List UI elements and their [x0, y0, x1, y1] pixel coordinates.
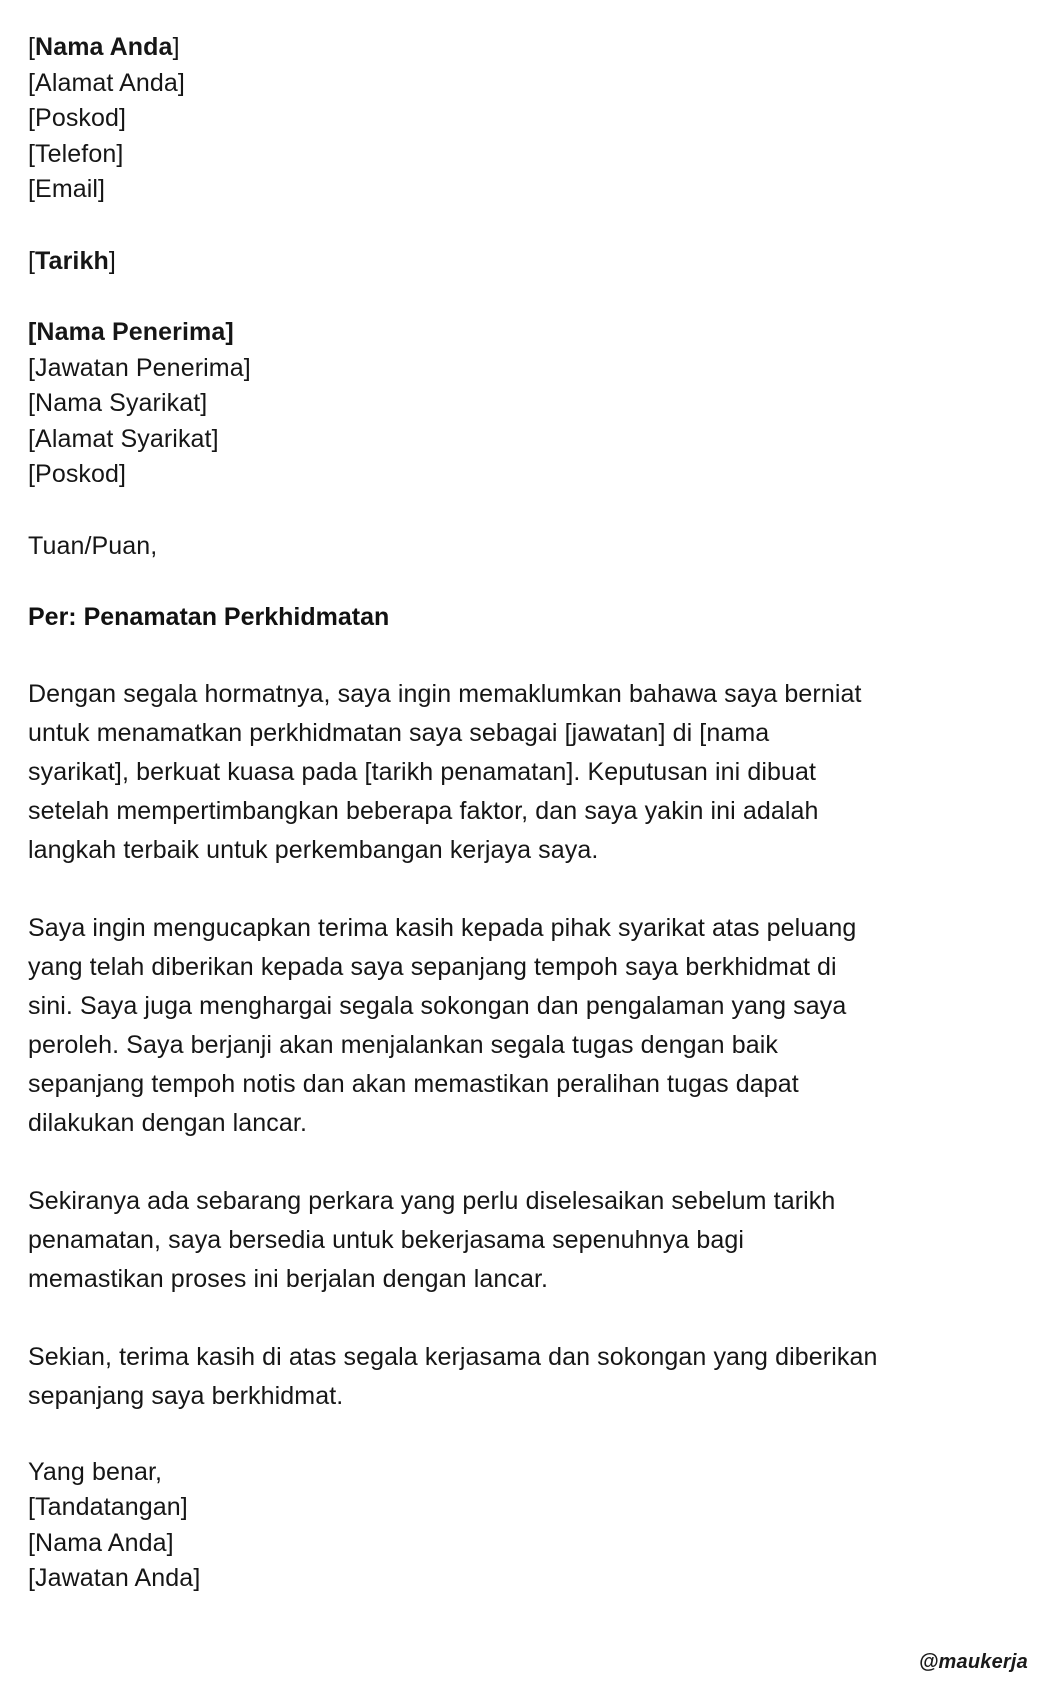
paragraph-1-line-3: syarikat], berkuat kuasa pada [tarikh penamatan]. Keputusan ini dibuat — [28, 757, 817, 786]
closing-position-line: [Jawatan Anda] — [28, 1564, 201, 1592]
paragraph-1-line-4: setelah mempertimbangkan beberapa faktor, dan saya yakin ini adalah — [28, 796, 819, 825]
paragraph-2-line-5: sepanjang tempoh notis dan akan memastikan peralihan tugas dapat — [28, 1069, 799, 1098]
recipient-company-line: [Nama Syarikat] — [28, 389, 208, 417]
paragraph-3 — [28, 1182, 960, 1299]
spacer-after-paragraph-1 — [28, 870, 960, 909]
date-placeholder: Tarikh — [35, 246, 109, 275]
open-bracket: [ — [28, 246, 36, 275]
spacer-after-paragraph-3 — [28, 1299, 960, 1338]
recipient-address-line: [Alamat Syarikat] — [28, 424, 219, 453]
paragraph-2-line-6: dilakukan dengan lancar. — [28, 1108, 307, 1137]
spacer-after-paragraph-2 — [28, 1143, 960, 1182]
sender-block — [28, 30, 960, 208]
valediction: Yang benar, — [28, 1457, 163, 1486]
watermark-maukerja: @maukerja — [918, 1651, 1028, 1673]
paragraph-2 — [28, 909, 960, 1143]
closing-block — [28, 1455, 960, 1597]
closing-name-line: [Nama Anda] — [28, 1528, 174, 1557]
recipient-name-line: [Nama Penerima] — [28, 318, 234, 346]
spacer-after-date-block — [28, 279, 960, 315]
paragraph-4-line-1: Sekian, terima kasih di atas segala kerjasama dan sokongan yang diberikan — [28, 1342, 878, 1371]
paragraph-1-line-1: Dengan segala hormatnya, saya ingin memaklumkan bahawa saya berniat — [28, 679, 862, 708]
close-bracket: ] — [108, 246, 116, 275]
sender-name: Nama Anda — [35, 33, 173, 61]
spacer-after-recipient-block — [28, 493, 960, 529]
spacer-after-paragraph-4 — [28, 1416, 960, 1455]
paragraph-3-line-1: Sekiranya ada sebarang perkara yang perlu diselesaikan sebelum tarikh — [28, 1186, 836, 1215]
subject-heading: Per: Penamatan Perkhidmatan — [28, 603, 390, 631]
sender-phone-line: [Telefon] — [28, 139, 124, 168]
recipient-block — [28, 315, 960, 493]
open-bracket: [ — [28, 33, 36, 61]
paragraph-4 — [28, 1338, 960, 1416]
paragraph-1-line-2: untuk menamatkan perkhidmatan saya sebagai [jawatan] di [nama — [28, 718, 770, 747]
paragraph-2-line-1: Saya ingin mengucapkan terima kasih kepada pihak syarikat atas peluang — [28, 913, 857, 942]
salutation: Tuan/Puan, — [28, 531, 158, 560]
spacer-after-sender-block — [28, 208, 960, 244]
spacer-after-subject — [28, 636, 960, 675]
paragraph-4-line-2: sepanjang saya berkhidmat. — [28, 1381, 344, 1410]
recipient-postcode-line: [Poskod] — [28, 460, 127, 488]
paragraph-3-line-2: penamatan, saya bersedia untuk bekerjasama sepenuhnya bagi — [28, 1225, 745, 1254]
date-line — [28, 244, 960, 280]
date-block — [28, 244, 960, 280]
sender-name-line — [28, 30, 960, 66]
paragraph-1-line-5: langkah terbaik untuk perkembangan kerjaya saya. — [28, 835, 599, 864]
letter-body — [28, 30, 960, 1597]
paragraph-2-line-3: sini. Saya juga menghargai segala sokongan dan pengalaman yang saya — [28, 991, 847, 1020]
signature-line: [Tandatangan] — [28, 1493, 188, 1521]
paragraph-2-line-4: peroleh. Saya berjanji akan menjalankan segala tugas dengan baik — [28, 1030, 778, 1059]
sender-postcode-line: [Poskod] — [28, 104, 127, 132]
sender-email-line: [Email] — [28, 175, 106, 203]
paragraph-3-line-3: memastikan proses ini berjalan dengan lancar. — [28, 1264, 549, 1293]
paragraph-2-line-2: yang telah diberikan kepada saya sepanjang tempoh saya berkhidmat di — [28, 952, 837, 981]
paragraph-1 — [28, 675, 960, 870]
close-bracket: ] — [172, 33, 180, 61]
recipient-position-line: [Jawatan Penerima] — [28, 353, 251, 382]
spacer-after-salutation — [28, 564, 960, 600]
sender-address-line: [Alamat Anda] — [28, 68, 185, 97]
